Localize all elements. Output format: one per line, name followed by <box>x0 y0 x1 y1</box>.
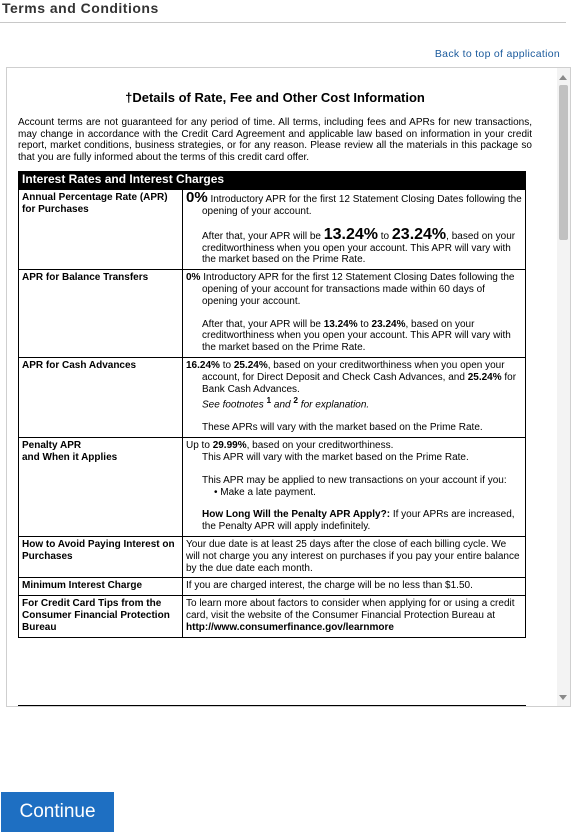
cash-text-2: for Bank Cash Advances. <box>202 371 517 395</box>
row-value-cash-advances <box>183 357 526 437</box>
next-section-bar <box>18 705 526 707</box>
rate-low: 13.24% <box>323 318 358 330</box>
table-row <box>19 578 526 596</box>
terms-document <box>18 68 532 638</box>
continue-button[interactable]: Continue <box>1 792 114 832</box>
row-label-purchases: Annual Percentage Rate (APR) for Purchases <box>19 190 183 270</box>
rate-high: 23.24% <box>391 225 447 243</box>
table-row <box>19 270 526 358</box>
intro-paragraph: Account terms are not guaranteed for any period of time. All terms, including fees and APRs for new transactions, may change in accordance with the Credit Card Agreement and applicable law based on information in your credit report, market conditions, business strategies, or for any reason. Please review all the materials in this package so that you are fully informed about the terms of this credit card offer. <box>18 117 532 163</box>
row-label-cfpb-tips: For Credit Card Tips from the Consumer Financial Protection Bureau <box>19 596 183 637</box>
penalty-post: , based on your creditworthiness. <box>246 440 394 452</box>
intro-text: Introductory APR for the first 12 Statement Closing Dates following the opening of your account for transactions made within 60 days of opening your account. <box>200 272 515 307</box>
vertical-scrollbar[interactable] <box>557 68 570 706</box>
row-value-purchases <box>183 190 526 270</box>
penalty-label-line-2: and When it Applies <box>22 452 118 464</box>
row-label-balance-transfers: APR for Balance Transfers <box>19 270 183 358</box>
penalty-how-answer: If your APRs are increased, the Penalty APR will apply indefinitely. <box>202 509 515 533</box>
row-value-balance-transfers <box>183 270 526 358</box>
intro-rate: 0% <box>186 189 208 207</box>
table-row <box>19 438 526 537</box>
after-text: After that, your APR will be <box>202 318 324 330</box>
intro-text: Introductory APR for the first 12 Statement Closing Dates following the opening of your account. <box>202 194 522 217</box>
row-value-penalty-apr <box>183 438 526 537</box>
after-text: After that, your APR will be <box>202 230 324 242</box>
scroll-up-arrow-icon[interactable] <box>559 75 567 80</box>
table-row <box>19 537 526 578</box>
footnote-text: See footnotes <box>202 399 267 411</box>
scroll-thumb[interactable] <box>559 85 568 240</box>
rate-low: 13.24% <box>323 225 378 243</box>
to-text: to <box>357 318 372 330</box>
rate-low: 16.24% <box>186 359 220 371</box>
section-header: Interest Rates and Interest Charges <box>19 172 526 190</box>
penalty-bullet: • Make a late payment. <box>214 486 316 498</box>
document-title: †Details of Rate, Fee and Other Cost Information <box>125 90 425 105</box>
table-row <box>19 596 526 637</box>
rate-high: 23.24% <box>371 318 406 330</box>
row-label-minimum-interest: Minimum Interest Charge <box>19 578 183 596</box>
row-label-cash-advances: APR for Cash Advances <box>19 357 183 437</box>
row-value-cfpb-tips <box>183 596 526 637</box>
intro-rate: 0% <box>186 272 201 284</box>
cfpb-url: http://www.consumerfinance.gov/learnmore <box>186 621 394 633</box>
rate-high: 25.24% <box>233 359 268 371</box>
penalty-pre: Up to <box>186 440 213 452</box>
terms-scroll-frame[interactable] <box>6 67 571 707</box>
penalty-rate: 29.99% <box>212 440 247 452</box>
footnote-and: and <box>271 399 294 411</box>
footnote-1: 1 <box>266 395 272 406</box>
page-title: Terms and Conditions <box>2 0 159 16</box>
penalty-may: This APR may be applied to new transactions on your account if you: <box>202 474 507 486</box>
penalty-vary: This APR will vary with the market based on the Prime Rate. <box>202 452 469 464</box>
interest-rates-table <box>18 171 526 637</box>
table-row <box>19 190 526 270</box>
penalty-how-question: How Long Will the Penalty APR Apply?: <box>202 509 391 521</box>
to-text: to <box>377 230 392 242</box>
bank-rate: 25.24% <box>467 371 502 383</box>
scroll-down-arrow-icon[interactable] <box>559 695 567 700</box>
footnote-post: for explanation. <box>298 399 370 411</box>
table-row <box>19 357 526 437</box>
after-post-text: , based on your creditworthiness when you open your account. This APR will vary with the market based on the Prime Rate. <box>202 230 516 266</box>
penalty-label-line-1: Penalty APR <box>22 440 82 452</box>
footnote-2: 2 <box>293 395 299 406</box>
cash-text: , based on your creditworthiness when you open your account, for Direct Deposit and Check Cash Advances, and <box>202 359 505 383</box>
tips-text: To learn more about factors to consider when applying for or using a credit card, visit the website of the Consumer Financial Protection Bureau at <box>186 598 515 622</box>
after-post-text: , based on your creditworthiness when you open your account. This APR will vary with the market based on the Prime Rate. <box>202 318 511 354</box>
vary-text: These APRs will vary with the market based on the Prime Rate. <box>202 422 483 434</box>
back-to-top-link[interactable]: Back to top of application <box>434 48 560 60</box>
row-value-minimum-interest: If you are charged interest, the charge will be no less than $1.50. <box>183 578 526 596</box>
row-label-penalty-apr <box>19 438 183 537</box>
row-value-avoid-interest: Your due date is at least 25 days after the close of each billing cycle. We will not charge you any interest on purchases if you pay your entire balance by the due date each month. <box>183 537 526 578</box>
to-text: to <box>219 359 234 371</box>
table-header-row <box>19 172 526 190</box>
title-divider <box>0 22 566 23</box>
row-label-avoid-interest: How to Avoid Paying Interest on Purchases <box>19 537 183 578</box>
